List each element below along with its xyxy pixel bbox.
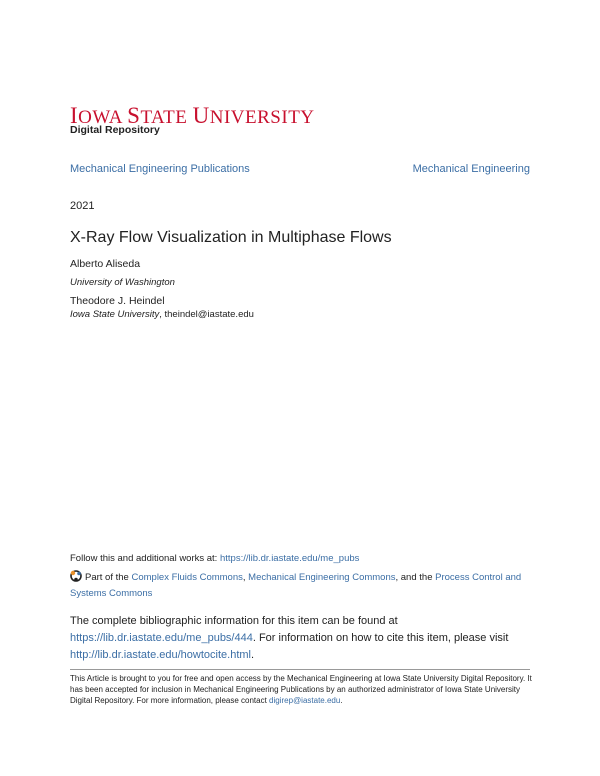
part-of-commons xyxy=(70,570,530,602)
collection-url-link[interactable]: https://lib.dr.iastate.edu/me_pubs xyxy=(219,553,360,564)
author-affiliation-line xyxy=(70,272,175,290)
logo-word: NIVERSITY xyxy=(209,107,315,128)
complex-fluids-commons-link[interactable]: Complex Fluids Commons xyxy=(131,572,243,583)
follow-line xyxy=(70,553,359,564)
divider xyxy=(70,669,530,670)
logo-letter: S xyxy=(127,103,141,128)
department-link[interactable]: Mechanical Engineering xyxy=(412,163,530,175)
mechanical-engineering-commons-link[interactable]: Mechanical Engineering Commons xyxy=(248,572,396,583)
biblio-text: . xyxy=(251,649,255,661)
author-affiliation: Iowa State University xyxy=(70,309,160,320)
logo-word: TATE xyxy=(140,107,193,128)
logo-word: OWA xyxy=(78,107,128,128)
follow-text: Follow this and additional works at: xyxy=(70,553,220,564)
access-notice xyxy=(70,673,535,706)
author-affiliation: University of Washington xyxy=(70,277,175,288)
article-title: X-Ray Flow Visualization in Multiphase Flows xyxy=(70,229,392,246)
contact-email-link[interactable]: digirep@iastate.edu xyxy=(269,696,341,705)
logo-letter: U xyxy=(192,103,210,128)
biblio-text: . For information on how to cite this item, please visit xyxy=(252,632,509,644)
author-name: Theodore J. Heindel xyxy=(70,295,165,307)
howtocite-link[interactable]: http://lib.dr.iastate.edu/howtocite.html xyxy=(70,649,251,661)
commons-network-icon xyxy=(70,570,82,582)
publication-year: 2021 xyxy=(70,200,95,212)
bibliographic-info xyxy=(70,613,535,664)
biblio-text: The complete bibliographic information for this item can be found at xyxy=(70,615,398,627)
notice-text: This Article is brought to you for free and open access by the Mechanical Engineering at Iowa State University Digital Repository. It has been accepted for inclusion in Mechanical Engineering Publications by an authorized administrator of Iowa State University Digital Repository. For more information, please contact xyxy=(70,674,532,705)
collection-link[interactable]: Mechanical Engineering Publications xyxy=(70,163,250,175)
author-block xyxy=(70,295,254,320)
logo-letter: I xyxy=(70,103,79,128)
author-email: , theindel@iastate.edu xyxy=(159,309,254,320)
author-name: Alberto Aliseda xyxy=(70,258,141,270)
logo-subtitle: Digital Repository xyxy=(70,124,160,136)
item-url-link[interactable]: https://lib.dr.iastate.edu/me_pubs/444 xyxy=(70,632,253,644)
part-of-prefix: Part of the xyxy=(85,572,132,583)
separator: , xyxy=(242,572,249,583)
author-affiliation-line xyxy=(70,309,254,320)
separator: , and the xyxy=(395,572,436,583)
author-block xyxy=(70,258,175,290)
notice-text: . xyxy=(340,696,343,705)
process-control-commons-link[interactable]: Process Control and Systems Commons xyxy=(70,572,522,599)
